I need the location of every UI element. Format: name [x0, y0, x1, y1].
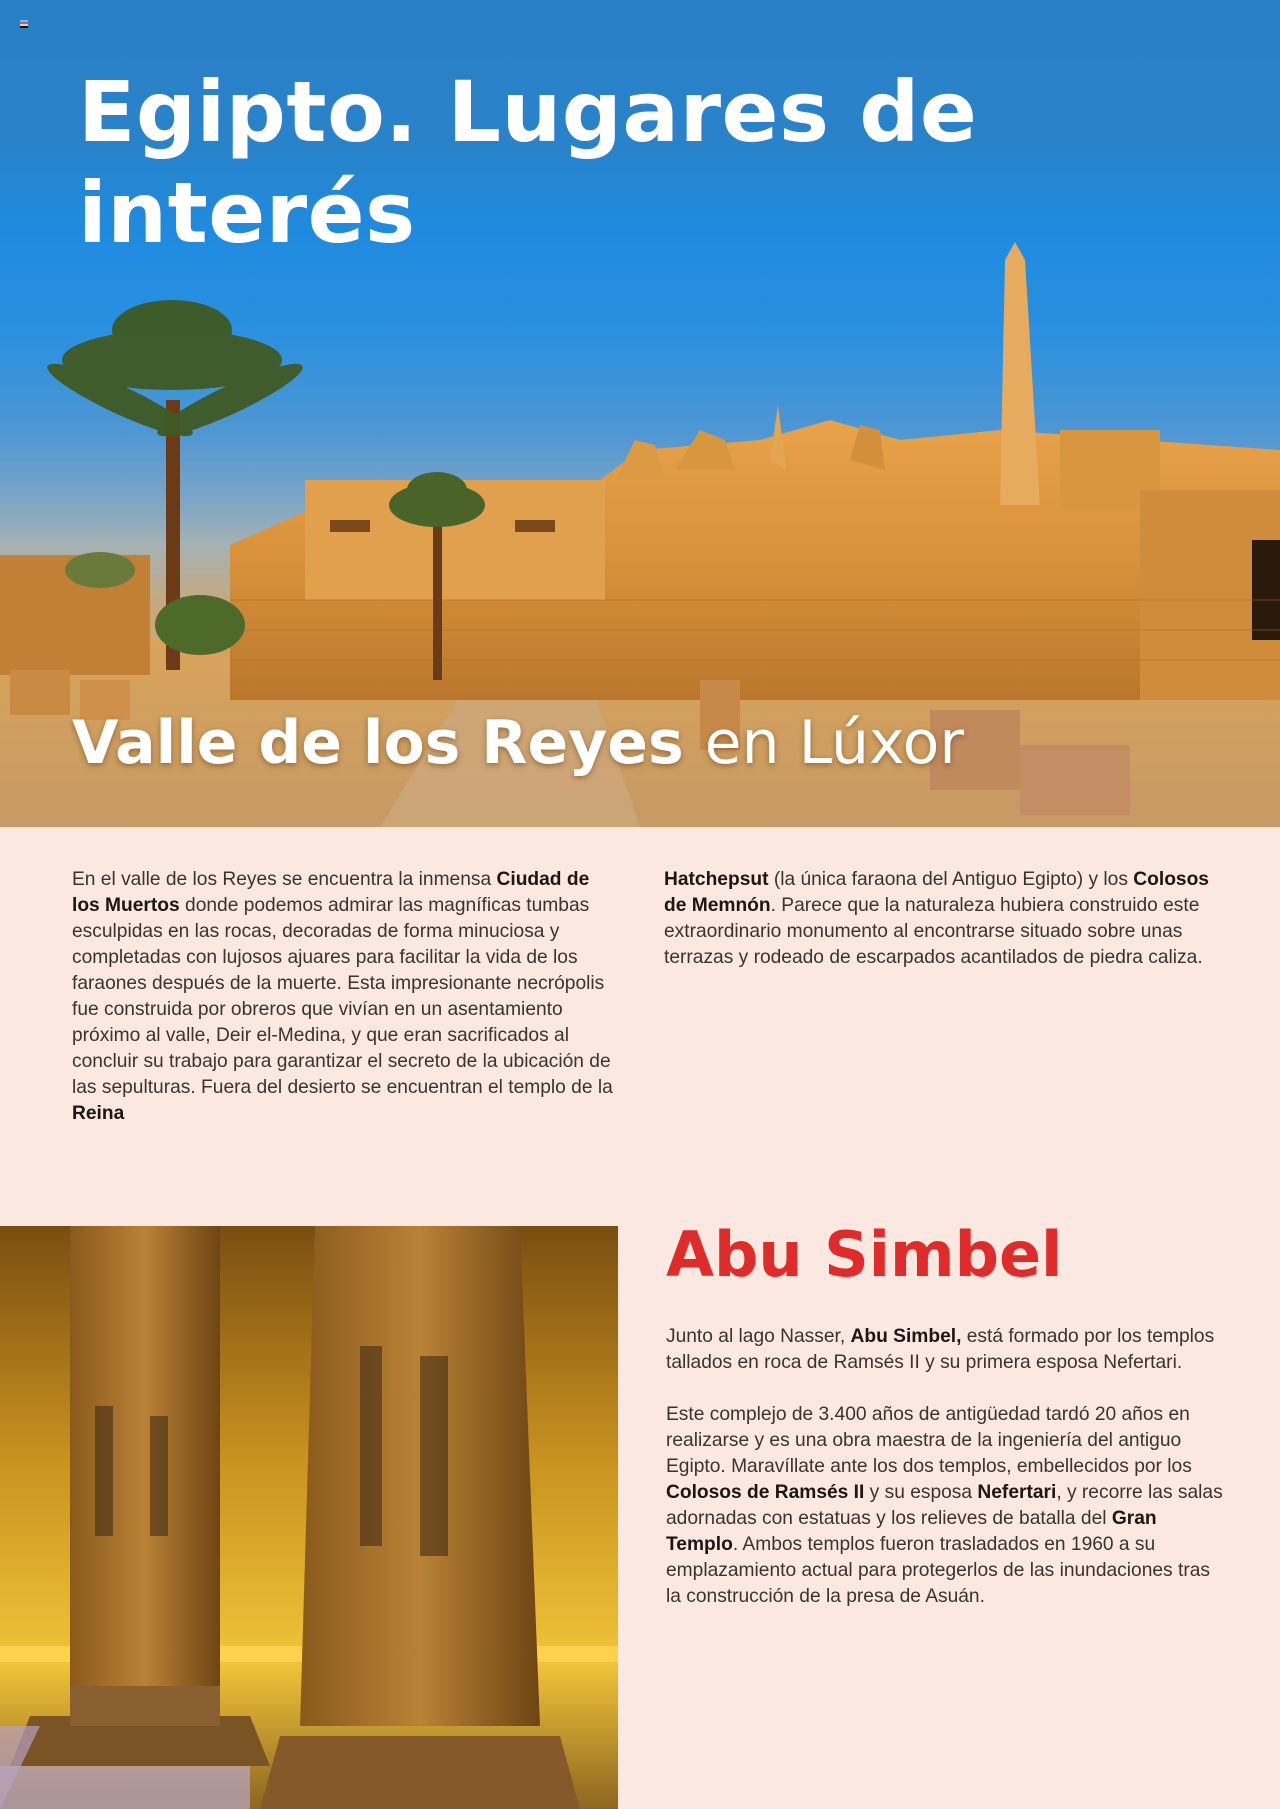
section-title-light: en Lúxor [704, 708, 965, 778]
valle-text-left-column [72, 867, 617, 1127]
body-text: Junto al lago Nasser, [666, 1326, 851, 1347]
valle-paragraph-left [72, 867, 617, 1127]
valle-text-right-column [664, 867, 1224, 971]
emphasis-text: Colosos de Memnón [664, 869, 1209, 916]
abu-simbel-text [666, 1324, 1226, 1610]
body-text: Este complejo de 3.400 años de antigüedad tardó 20 años en realizarse y es una obra maestra de la ingeniería del antiguo Egipto. Maravíllate ante los dos templos, embellecidos por los [666, 1404, 1192, 1477]
section-title-bold: Valle de los Reyes [72, 708, 684, 778]
body-text: y su esposa [864, 1482, 978, 1503]
abu-simbel-paragraph-2 [666, 1402, 1226, 1610]
section-title-valle [72, 710, 964, 776]
emphasis-text: Ciudad de los Muertos [72, 869, 590, 916]
body-text: En el valle de los Reyes se encuentra la inmensa [72, 869, 497, 890]
emphasis-text: Reina [72, 1103, 125, 1124]
section-title-abu-simbel: Abu Simbel [666, 1218, 1063, 1291]
emphasis-text: Nefertari [977, 1482, 1057, 1503]
emphasis-text: Abu Simbel, [850, 1326, 962, 1347]
temple-pillars-illustration [0, 1226, 618, 1809]
page-title: Egipto. Lugares de interés [78, 63, 978, 262]
abu-simbel-paragraph-1 [666, 1324, 1226, 1376]
printer-color-marks [20, 20, 28, 28]
emphasis-text: Hatchepsut [664, 869, 769, 890]
body-text: . Ambos templos fueron trasladados en 1960 a su emplazamiento actual para protegerlos de las inundaciones tras la construcción de la presa de Asuán. [666, 1534, 1210, 1607]
emphasis-text: Colosos de Ramsés II [666, 1482, 865, 1503]
body-text: (la única faraona del Antiguo Egipto) y los [768, 869, 1134, 890]
abu-simbel-interior-photo [0, 1226, 618, 1809]
hero-banner [0, 0, 1280, 827]
body-text: , y recorre las salas adornadas con estatuas y los relieves de batalla del [666, 1482, 1223, 1529]
body-text: donde podemos admirar las magníficas tumbas esculpidas en las rocas, decoradas de forma minuciosa y completadas con lujosos ajuares para facilitar la vida de los faraones después de la muerte. Esta impresionante necrópolis fue construida por obreros que vivían en un asentamiento próximo al valle, Deir el-Medina, y que eran sacrificados al concluir su trabajo para garantizar el secreto de la ubicación de las sepulturas. Fuera del desierto se encuentran el templo de la [72, 895, 613, 1098]
valle-paragraph-right [664, 867, 1224, 971]
body-text: está formado por los templos tallados en roca de Ramsés II y su primera esposa Nefertari. [666, 1326, 1215, 1373]
emphasis-text: Gran Templo [666, 1508, 1157, 1555]
body-text: . Parece que la naturaleza hubiera construido este extraordinario monumento al encontrarse situado sobre unas terrazas y rodeado de escarpados acantilados de piedra caliza. [664, 895, 1203, 968]
